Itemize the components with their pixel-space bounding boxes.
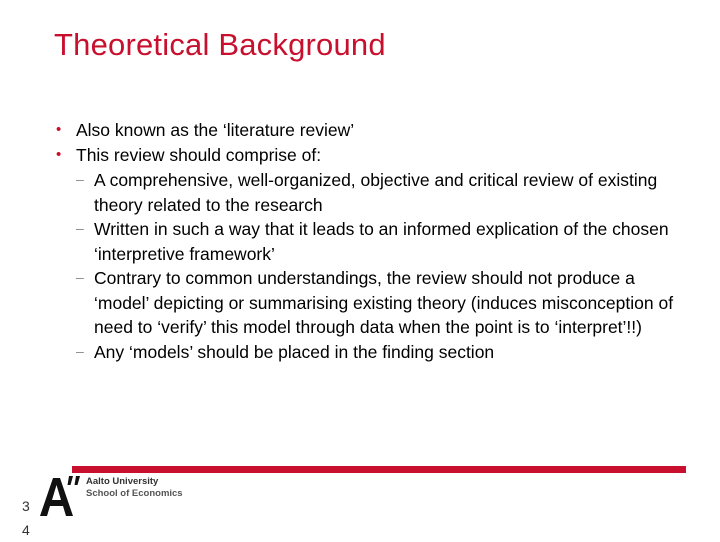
subbullet-marker: – bbox=[76, 269, 84, 285]
subbullet-marker: – bbox=[76, 171, 84, 187]
bullet-marker: • bbox=[56, 121, 62, 138]
subbullet-text: Any ‘models’ should be placed in the finding section bbox=[94, 341, 495, 362]
logo-line-2: School of Economics bbox=[86, 487, 183, 499]
subbullet-marker: – bbox=[76, 220, 84, 236]
subbullet-item bbox=[54, 266, 694, 340]
subbullet-text: Written in such a way that it leads to an informed explication of the chosen ‘interpretive framework’ bbox=[94, 219, 669, 264]
slide-title: Theoretical Background bbox=[54, 27, 386, 62]
footer-divider bbox=[72, 466, 686, 473]
subbullet-text: A comprehensive, well-organized, objective and critical review of existing theory related to the research bbox=[94, 170, 658, 215]
logo-line-1: Aalto University bbox=[86, 476, 159, 487]
bullet-item bbox=[54, 118, 694, 143]
slide-body bbox=[54, 118, 694, 364]
subbullet-marker: – bbox=[76, 342, 84, 359]
subbullet-item bbox=[54, 217, 694, 266]
bullet-item bbox=[54, 143, 694, 168]
aalto-logo-icon bbox=[38, 474, 82, 518]
subbullet-item bbox=[54, 340, 694, 365]
bullet-marker: • bbox=[56, 146, 62, 163]
page-number: 34 bbox=[22, 498, 30, 538]
bullet-text: Also known as the ‘literature review’ bbox=[76, 120, 355, 140]
logo-wordmark bbox=[86, 476, 183, 499]
subbullet-text: Contrary to common understandings, the review should not produce a ‘model’ depicting or summarising existing theory (induces misconception of need to ‘verify’ this model through data when the point is to ‘interpret’!!) bbox=[94, 268, 674, 337]
subbullet-item bbox=[54, 168, 694, 217]
bullet-text: This review should comprise of: bbox=[76, 145, 322, 165]
